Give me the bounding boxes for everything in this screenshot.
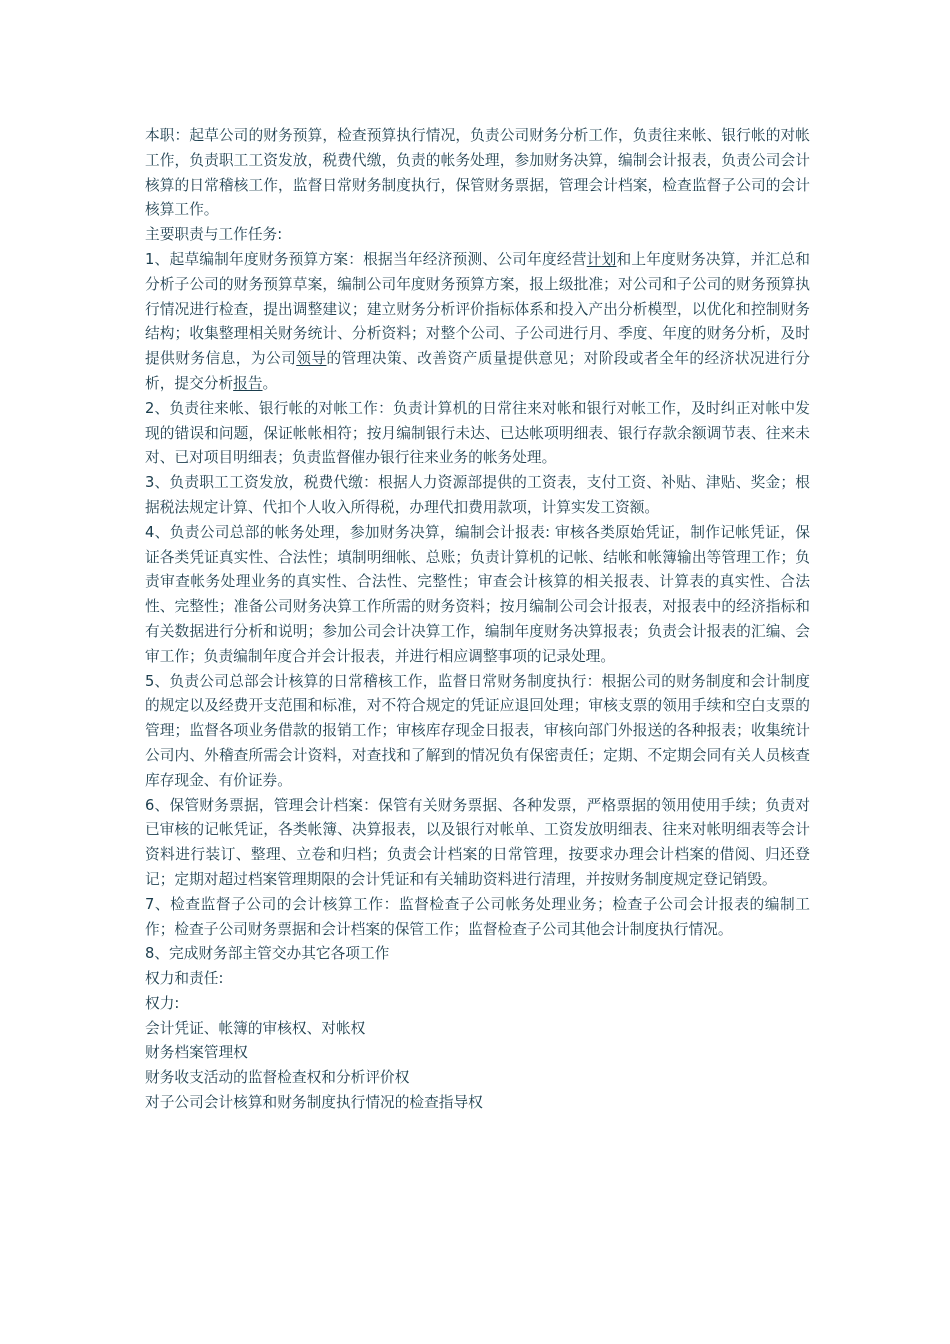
link-report[interactable]: 报告 xyxy=(233,374,263,392)
duty-item-1 xyxy=(145,248,810,397)
duty-item-1-text-b: 和上年度财务决算，并汇总和分析子公司的财务预算草案，编制公司年度财务预算方案，报上级批准；对公司和子公司的财务预算执行情况进行检查，提出调整建议；建立财务分析评价指标体系和投入产出分析模型，以优化和控制财务结构；收集整理相关财务统计、分析资料；对整个公司、子公司进行月、季度、年度的财务分析，及时提供财务信息，为公司 xyxy=(145,250,810,368)
right-item-2: 财务档案管理权 xyxy=(145,1044,248,1062)
link-leadership[interactable]: 领导 xyxy=(296,350,327,368)
duty-item-6: 6、保管财务票据，管理会计档案：保管有关财务票据、各种发票，严格票据的领用使用手续；负责对已审核的记帐凭证，各类帐簿、决算报表，以及银行对帐单、工资发放明细表、往来对帐明细表等会计资料进行装订、整理、立卷和归档；负责会计档案的日常管理，按要求办理会计档案的借阅、归还登记；定期对超过档案管理期限的会计凭证和有关辅助资料进行清理，并按财务制度规定登记销毁。 xyxy=(145,796,810,888)
right-item-3: 财务收支活动的监督检查权和分析评价权 xyxy=(145,1069,410,1087)
right-item-4: 对子公司会计核算和财务制度执行情况的检查指导权 xyxy=(145,1094,483,1112)
duty-item-2: 2、负责往来帐、银行帐的对帐工作：负责计算机的日常往来对帐和银行对帐工作，及时纠正对帐中发现的错误和问题，保证帐帐相符；按月编制银行未达、已达帐项明细表、银行存款余额调节表、往来未对、已对项目明细表；负责监督催办银行往来业务的帐务处理。 xyxy=(145,399,810,467)
duty-item-7: 7、检查监督子公司的会计核算工作：监督检查子公司帐务处理业务；检查子公司会计报表的编制工作；检查子公司财务票据和会计档案的保管工作；监督检查子公司其他会计制度执行情况。 xyxy=(145,895,810,938)
duty-item-1-text-d: 。 xyxy=(262,374,278,392)
duty-item-8: 8、完成财务部主管交办其它各项工作 xyxy=(145,945,390,963)
rights-heading: 权力和责任: xyxy=(145,970,224,988)
duty-item-5: 5、负责公司总部会计核算的日常稽核工作，监督日常财务制度执行：根据公司的财务制度和会计制度的规定以及经费开支范围和标准，对不符合规定的凭证应退回处理；审核支票的领用手续和空白支票的管理；监督各项业务借款的报销工作；审核库存现金日报表，审核向部门外报送的各种报表；收集统计公司内、外稽查所需会计资料，对查找和了解到的情况负有保密责任；定期、不定期会同有关人员核查库存现金、有价证券。 xyxy=(145,672,810,789)
duty-item-4: 4、负责公司总部的帐务处理，参加财务决算，编制会计报表: 审核各类原始凭证，制作记帐凭证，保证各类凭证真实性、合法性；填制明细帐、总账；负责计算机的记帐、结帐和帐簿输出等管理工作；负责审查帐务处理业务的真实性、合法性、完整性；审查会计核算的相关报表、计算表的真实性、合法性、完整性；准备公司财务决算工作所需的财务资料；按月编制公司会计报表，对报表中的经济指标和有关数据进行分析和说明；参加公司会计决算工作，编制年度财务决算报表；负责会计报表的汇编、会审工作；负责编制年度合并会计报表，并进行相应调整事项的记录处理。 xyxy=(145,523,810,665)
right-item-1: 会计凭证、帐簿的审核权、对帐权 xyxy=(145,1019,366,1037)
intro-paragraph: 本职：起草公司的财务预算，检查预算执行情况，负责公司财务分析工作，负责往来帐、银行帐的对帐工作，负责职工工资发放，税费代缴，负责的帐务处理，参加财务决算，编制会计报表，负责公司会计核算的日常稽核工作，监督日常财务制度执行，保管财务票据，管理会计档案，检查监督子公司的会计核算工作。 xyxy=(145,127,810,219)
duty-item-1-text-c: 的管理决策、改善资产质量提供意见；对阶段或者全年的经济状况进行分析，提交分析 xyxy=(145,350,810,392)
link-plan[interactable]: 计划 xyxy=(586,250,617,268)
power-label: 权力: xyxy=(145,994,180,1012)
document-page xyxy=(145,124,810,1116)
duties-heading: 主要职责与工作任务: xyxy=(145,226,283,244)
duty-item-3: 3、负责职工工资发放，税费代缴：根据人力资源部提供的工资表，支付工资、补贴、津贴、奖金；根据税法规定计算、代扣个人收入所得税，办理代扣费用款项，计算实发工资额。 xyxy=(145,474,810,516)
duty-item-1-text-a: 1、起草编制年度财务预算方案：根据当年经济预测、公司年度经营 xyxy=(145,250,587,268)
